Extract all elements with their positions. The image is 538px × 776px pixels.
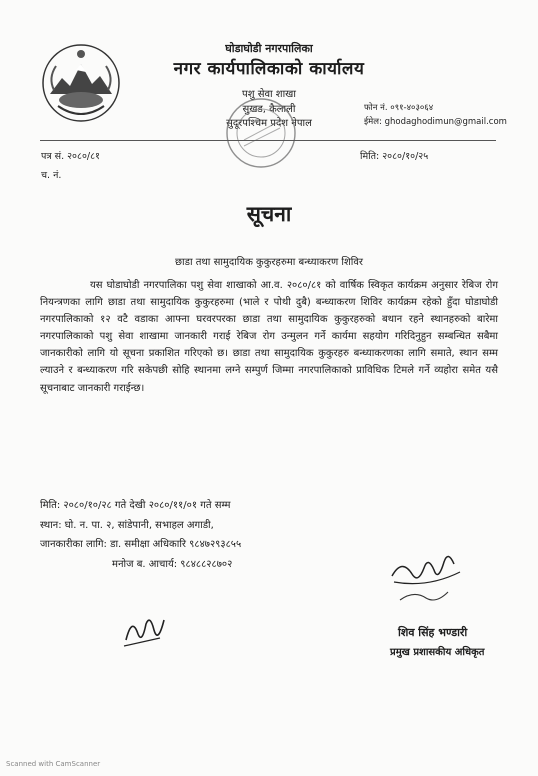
phone-number: फोन नं. ०९१-४०३०६४ [364,103,434,113]
office-location: सुखड, कैलाली [242,104,296,115]
contact-person-2: मनोज ब. आचार्य: ९८४८८२८७०२ [112,558,233,570]
notice-title: सूचना [246,202,292,226]
office-stamp [222,94,300,172]
header-divider [40,140,496,141]
camp-dates: मिति: २०८०/१०/२८ गते देखी २०८०/११/०१ गते सम्म [40,500,231,511]
dispatch-number: च. नं. [41,170,62,181]
camp-details [40,496,241,574]
scanner-watermark: Scanned with CamScanner [6,760,101,768]
left-signature [120,610,170,652]
notice-subject: छाडा तथा सामुदायिक कुकुरहरुमा बन्ध्याकरण शिविर [175,257,363,268]
municipality-name: घोडाघोडी नगरपालिका [225,42,313,55]
camp-venue: स्थान: घो. न. पा. २, सांडेपानी, सभाहल अगाडी, [40,519,214,531]
letter-number: पत्र सं. २०८०/८१ [41,151,100,162]
office-name: नगर कार्यपालिकाको कार्यालय [173,59,365,79]
notice-body: यस घोडाघोडी नगरपालिका पशु सेवा शाखाको आ.व. २०८०/८१ को वार्षिक स्विकृत कार्यक्रम अनुसार रेबिज रोग नियन्त्रणका लागि छाडा तथा सामुदायिक कुकुरहरुमा (भाले र पोथी दुबै) बन्ध्याकरण शिविर कार्यक्रम रहेको हुँदा घोडाघोडी नगरपालिकाको १२ वटै वडाका आफ्ना घरवरपरका छाडा तथा सामुदायिक कुकुरहरुको बथान रहने स्थानहरुको बारेमा नगरपालिकाको पशु सेवा शाखामा जानकारी गराई रेबिज रोग उन्मुलन गर्ने कार्यमा सहयोग गरिदिनुहुन सम्बन्धित सबैमा जानकारीको लागि यो सूचना प्रकाशित गरिएको छ। छाडा तथा सामुदायिक कुकुरहरु बन्ध्याकरणका लागि समाते, स्थान सम्म ल्याउने र बन्ध्याकरण गरि सकेपछी सोहि स्थानमा लग्ने सम्पुर्ण जिम्मा नगरपालिकाको प्राविधिक टिमले गर्ने व्यहोरा समेत यसै सूचनाबाट जानकारी गराईन्छ। [40,280,498,394]
contact-person-1: जानकारीका लागि: डा. समीक्षा अधिकारि ९८४७२९३८५५ [40,539,242,550]
officer-signature [388,548,468,608]
letter-date: मिति: २०८०/१०/२५ [360,151,429,162]
branch-name: पशु सेवा शाखा [242,89,296,100]
signatory-name: शिव सिंह भण्डारी [398,626,468,639]
signatory-title: प्रमुख प्रशासकीय अधिकृत [390,647,485,658]
province-name: सुदूरपश्चिम प्रदेश नेपाल [226,118,312,129]
email-address: ईमेल: ghodaghodimun@gmail.com [364,117,507,127]
